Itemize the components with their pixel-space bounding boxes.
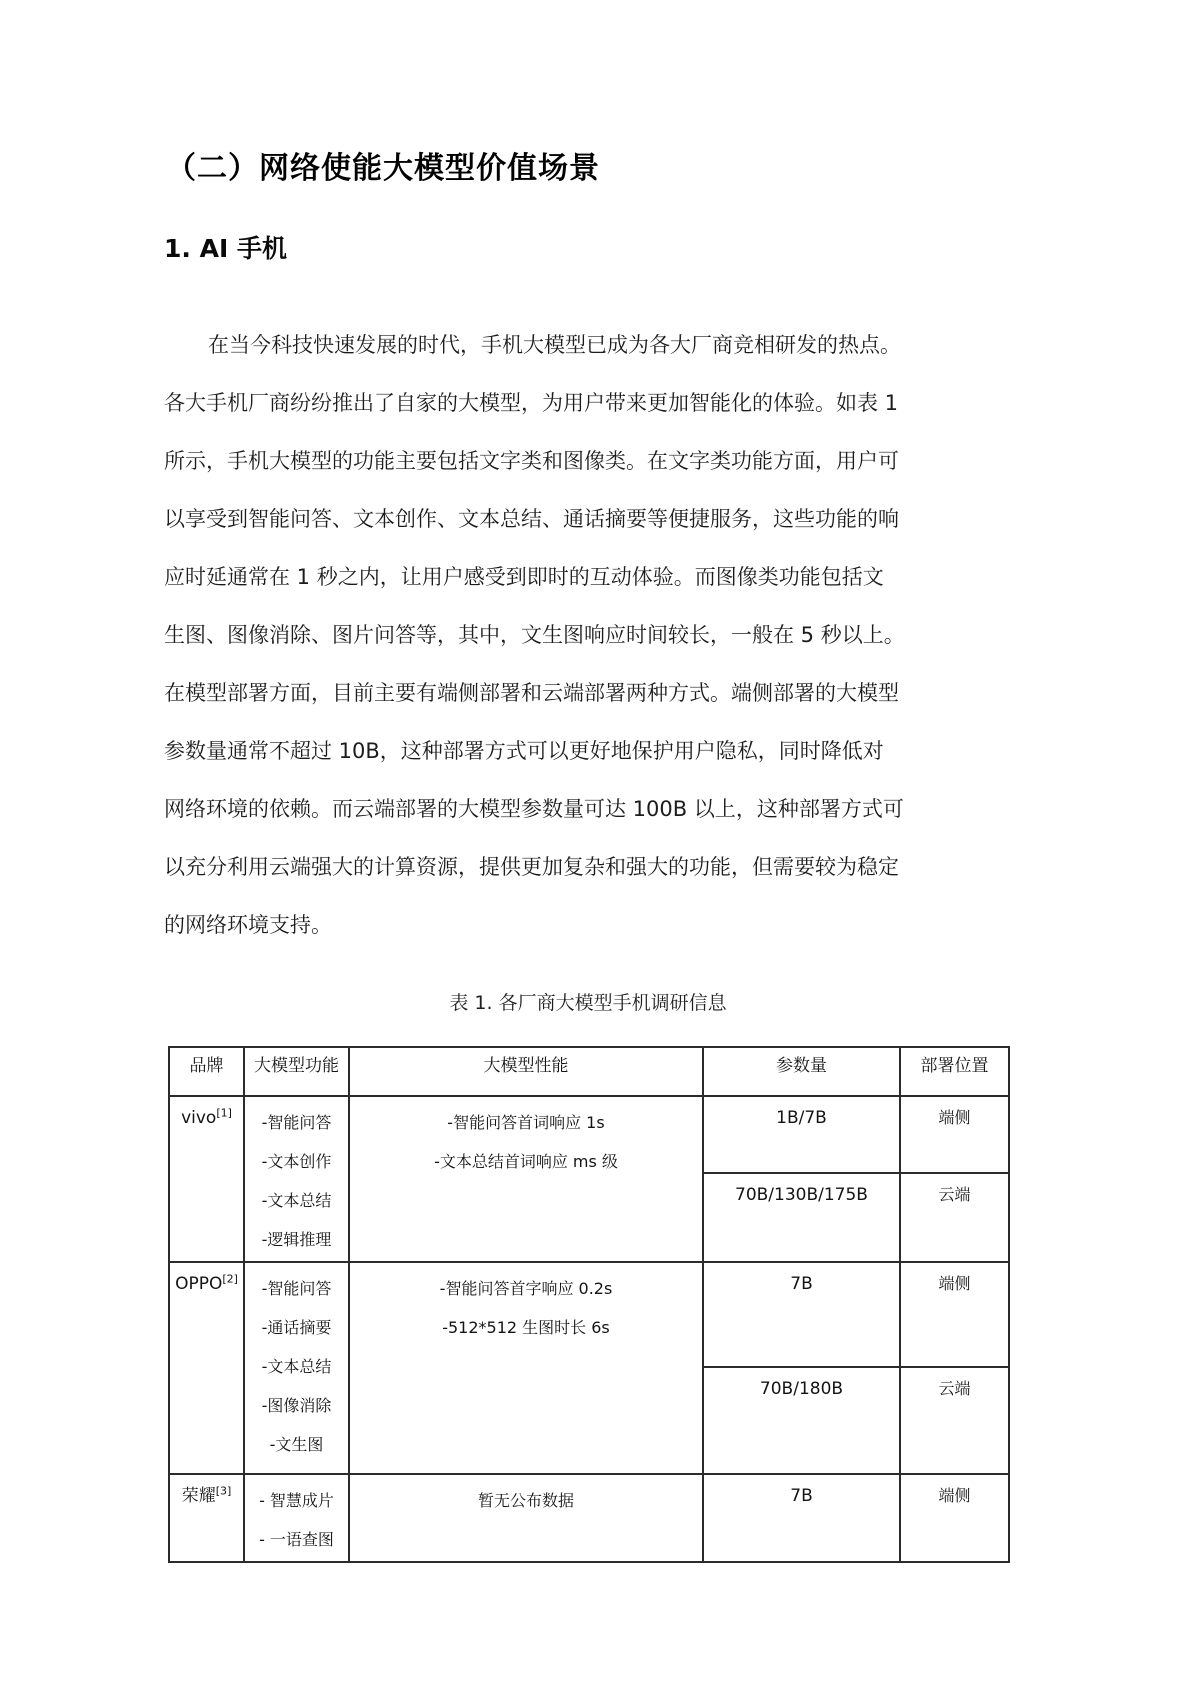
functions-cell (244, 1096, 349, 1262)
performance-cell-line: 暂无公布数据 (477, 1491, 574, 1510)
table-header-cell: 品牌 (169, 1047, 244, 1096)
params-value: 7B (790, 1274, 813, 1294)
paragraph-line: 以充分利用云端强大的计算资源，提供更加复杂和强大的功能，但需要较为稳定 (164, 855, 899, 879)
paragraph-line: 在当今科技快速发展的时代，手机大模型已成为各大厂商竞相研发的热点。 (208, 333, 901, 357)
paragraph-line: 各大手机厂商纷纷推出了自家的大模型，为用户带来更加智能化的体验。如表 1 (164, 391, 899, 415)
survey-table-head (169, 1047, 1009, 1096)
functions-cell-line: -智能问答 (261, 1113, 332, 1132)
params-cell (703, 1367, 900, 1474)
performance-cell (349, 1262, 703, 1474)
brand-name (172, 1481, 241, 1511)
performance-cell-line: -智能问答首字响应 0.2s (439, 1279, 613, 1298)
brand-cell (169, 1096, 244, 1262)
params-cell (703, 1173, 900, 1262)
section-heading: （二）网络使能大模型价值场景 (166, 151, 600, 186)
brand-label: OPPO (175, 1274, 223, 1294)
performance-cell (349, 1474, 703, 1562)
params-cell (703, 1262, 900, 1367)
brand-label: 荣耀 (181, 1486, 216, 1506)
paragraph-line: 所示，手机大模型的功能主要包括文字类和图像类。在文字类功能方面，用户可 (164, 449, 899, 473)
table-header-cell: 大模型功能 (244, 1047, 349, 1096)
location-cell (900, 1474, 1009, 1562)
location-cell (900, 1173, 1009, 1262)
functions-cell-line: -图像消除 (261, 1396, 332, 1415)
survey-table-body (169, 1096, 1009, 1562)
functions-cell-line: -文本总结 (261, 1191, 332, 1210)
location-cell (900, 1367, 1009, 1474)
functions-cell-line: -智能问答 (261, 1279, 332, 1298)
performance-cell-line: -512*512 生图时长 6s (442, 1318, 610, 1337)
subsection-heading: 1. AI 手机 (164, 234, 287, 263)
paragraph-line: 在模型部署方面，目前主要有端侧部署和云端部署两种方式。端侧部署的大模型 (164, 681, 899, 705)
table-row (169, 1096, 1009, 1173)
functions-cell-line: - 一语查图 (259, 1530, 334, 1549)
params-cell (703, 1096, 900, 1173)
location-cell (900, 1262, 1009, 1367)
table-header-cell: 大模型性能 (349, 1047, 703, 1096)
params-value: 70B/130B/175B (735, 1185, 868, 1206)
paragraph-line: 应时延通常在 1 秒之内，让用户感受到即时的互动体验。而图像类功能包括文 (164, 565, 884, 589)
brand-reference-superscript: [1] (216, 1106, 232, 1120)
brand-cell (169, 1262, 244, 1474)
performance-cell (349, 1096, 703, 1262)
location-cell (900, 1096, 1009, 1173)
brand-name (172, 1269, 241, 1299)
location-value: 云端 (938, 1379, 971, 1398)
paragraph-line: 生图、图像消除、图片问答等，其中，文生图响应时间较长，一般在 5 秒以上。 (164, 623, 905, 647)
functions-cell-line: -通话摘要 (261, 1318, 332, 1337)
table-header-cell: 参数量 (703, 1047, 900, 1096)
performance-cell-line: -智能问答首词响应 1s (447, 1113, 605, 1132)
functions-cell-line: -逻辑推理 (261, 1230, 332, 1249)
paragraph-line: 网络环境的依赖。而云端部署的大模型参数量可达 100B 以上，这种部署方式可 (164, 797, 904, 821)
functions-cell-line: - 智慧成片 (259, 1491, 334, 1510)
functions-cell-line: -文生图 (269, 1435, 324, 1454)
brand-name (172, 1103, 241, 1133)
performance-cell-line: -文本总结首词响应 ms 级 (434, 1152, 618, 1171)
paragraph-line: 的网络环境支持。 (164, 913, 332, 937)
table-row (169, 1474, 1009, 1562)
table-header-cell: 部署位置 (900, 1047, 1009, 1096)
params-value: 70B/180B (759, 1379, 844, 1399)
functions-cell (244, 1262, 349, 1474)
survey-table (168, 1046, 1010, 1563)
body-paragraph (164, 316, 1040, 954)
functions-cell (244, 1474, 349, 1562)
params-value: 7B (790, 1486, 813, 1506)
paragraph-line: 以享受到智能问答、文本创作、文本总结、通话摘要等便捷服务，这些功能的响 (164, 507, 899, 531)
table-header-row (169, 1047, 1009, 1096)
location-value: 端侧 (938, 1274, 971, 1293)
functions-cell-line: -文本总结 (261, 1357, 332, 1376)
location-value: 端侧 (938, 1108, 971, 1127)
brand-reference-superscript: [2] (222, 1272, 238, 1286)
brand-reference-superscript: [3] (215, 1484, 232, 1498)
table-caption: 表 1. 各厂商大模型手机调研信息 (449, 992, 727, 1014)
table-row (169, 1262, 1009, 1367)
location-value: 端侧 (938, 1486, 971, 1505)
functions-cell-line: -文本创作 (261, 1152, 332, 1171)
params-cell (703, 1474, 900, 1562)
paragraph-line: 参数量通常不超过 10B，这种部署方式可以更好地保护用户隐私，同时降低对 (164, 739, 884, 763)
location-value: 云端 (938, 1185, 971, 1205)
params-value: 1B/7B (776, 1108, 827, 1128)
brand-cell (169, 1474, 244, 1562)
brand-label: vivo (181, 1108, 217, 1128)
